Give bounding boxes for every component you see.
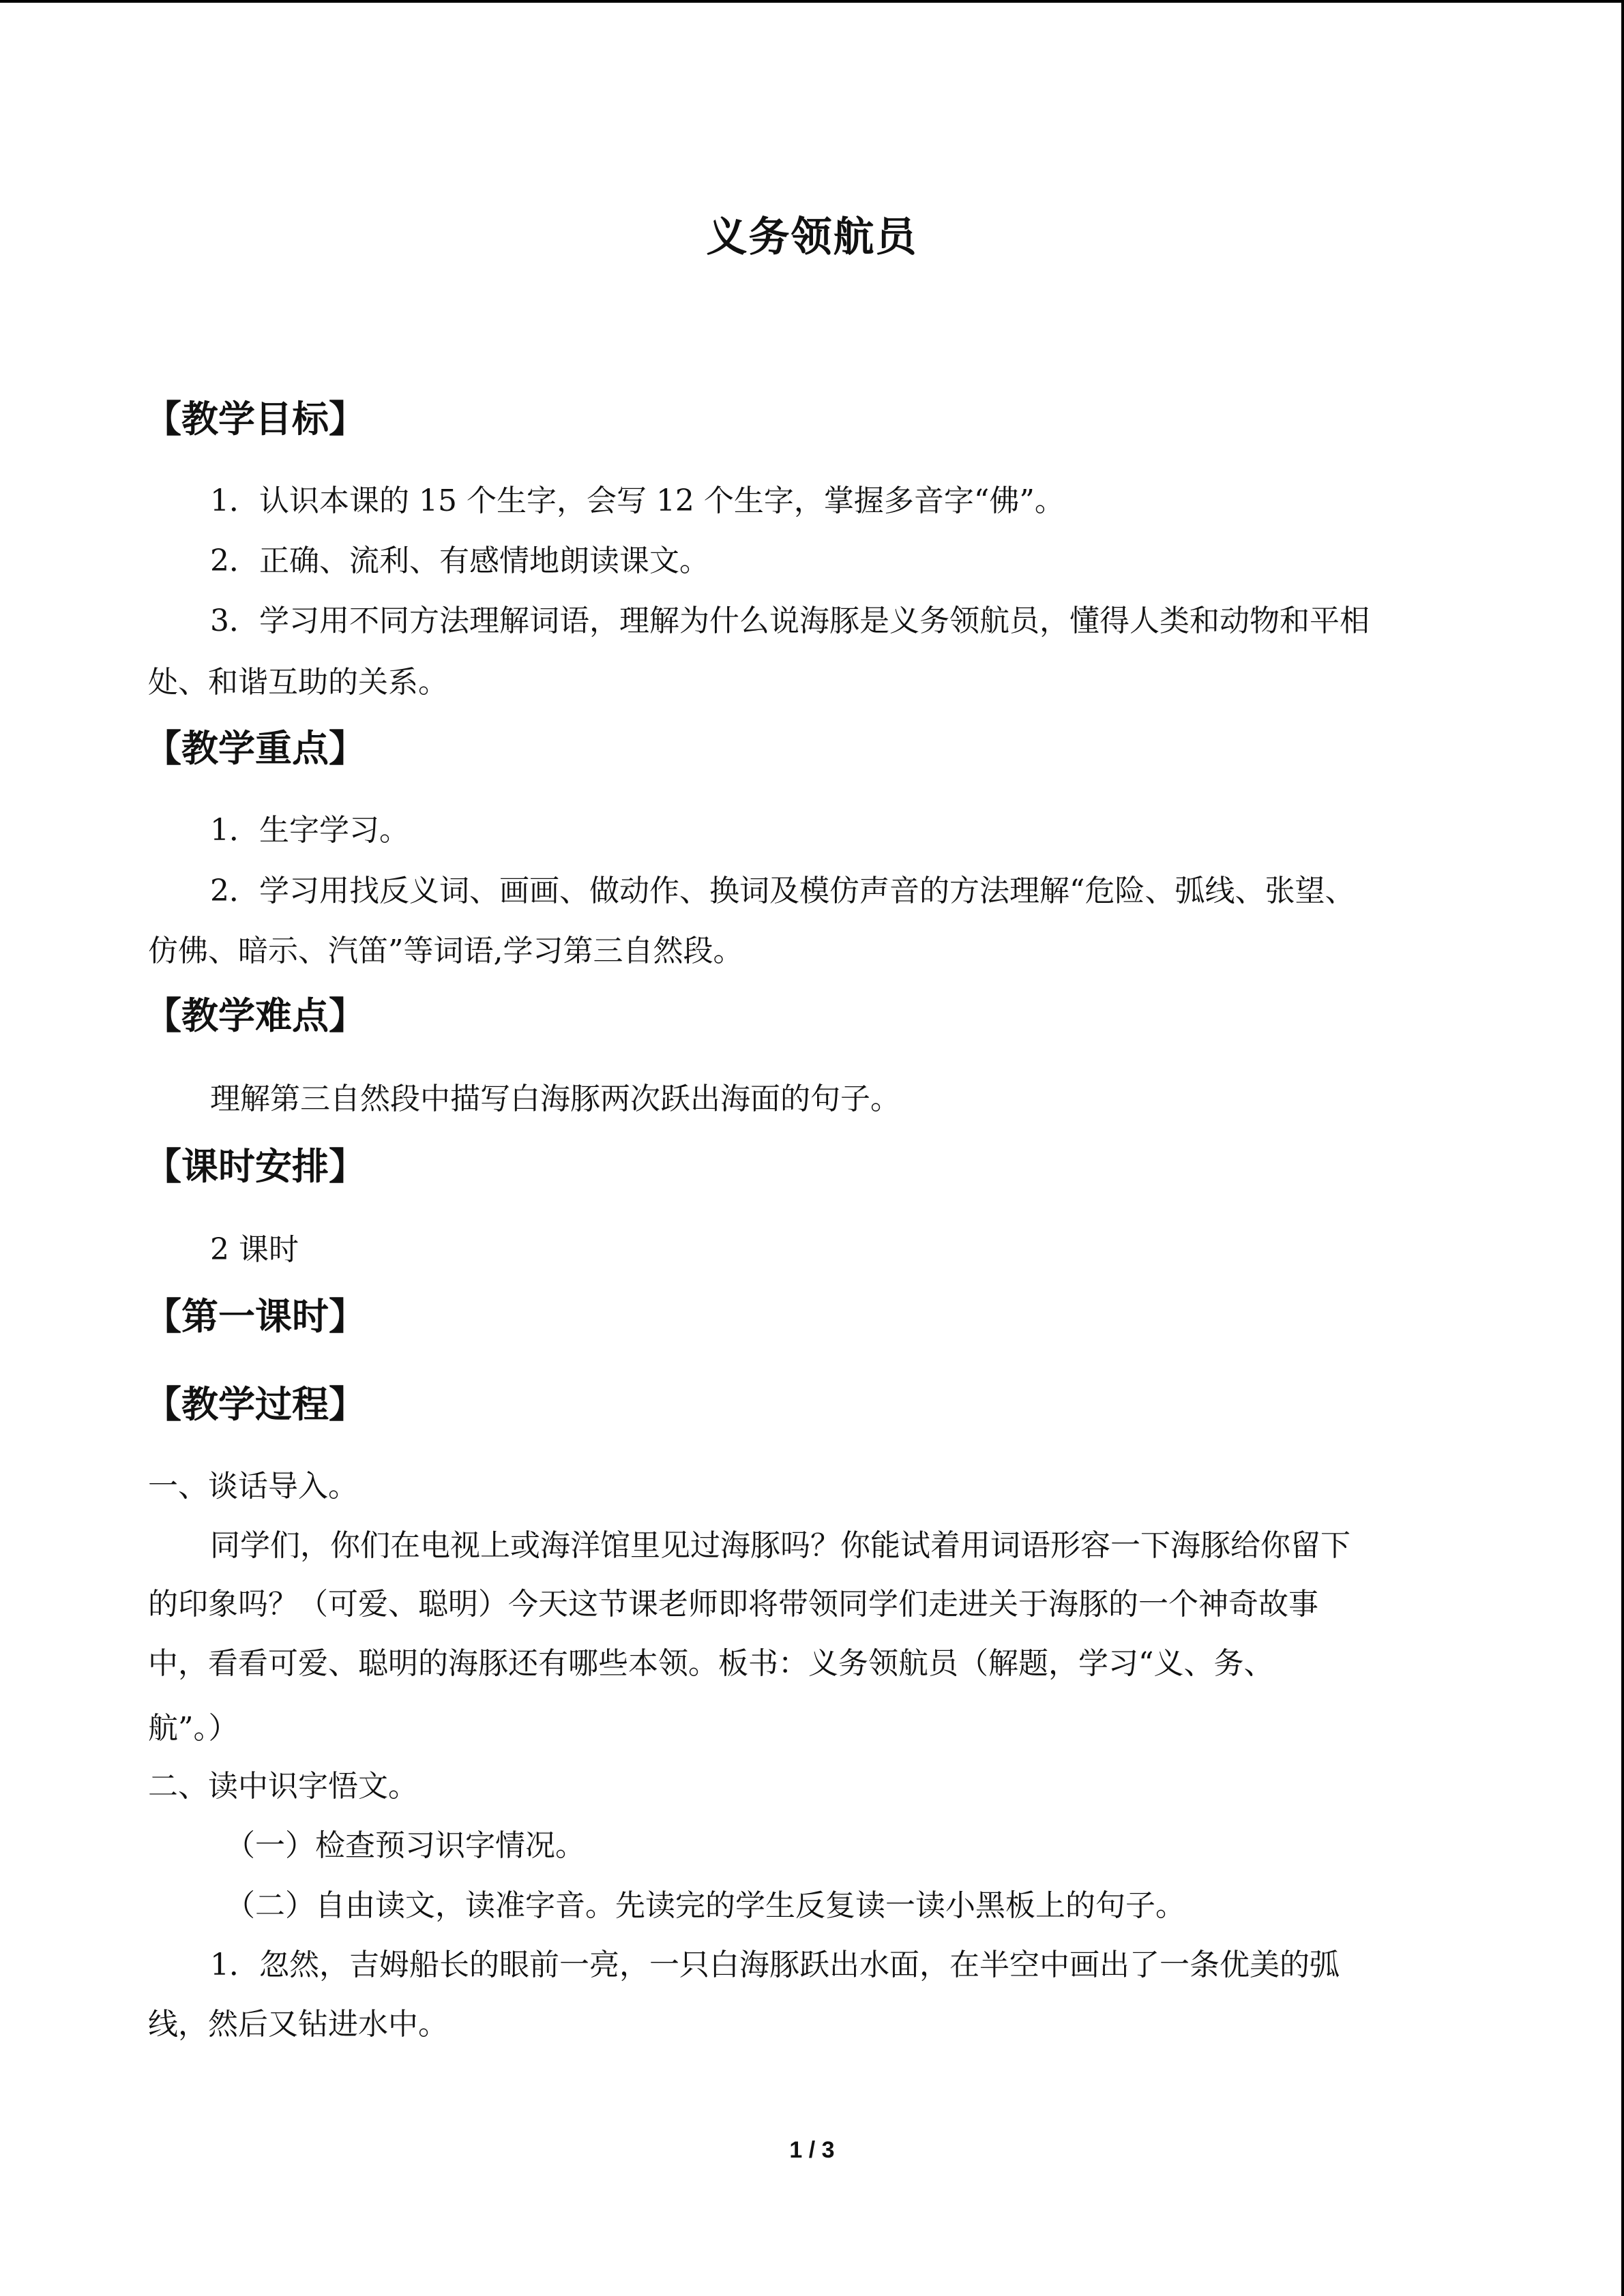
schedule-line-1: 2 课时 <box>210 1232 299 1267</box>
heading-difficulties: 【教学难点】 <box>145 994 366 1037</box>
process-line-10: 线，然后又钻进水中。 <box>148 2007 448 2042</box>
process-line-1: 一、谈话导入。 <box>148 1469 358 1504</box>
heading-key-points: 【教学重点】 <box>145 727 366 770</box>
process-line-5: 航”。） <box>148 1711 239 1746</box>
process-line-9: 1．忽然，吉姆船长的眼前一亮，一只白海豚跃出水面，在半空中画出了一条优美的弧 <box>210 1948 1340 1982</box>
goal-line-3-cont: 处、和谐互助的关系。 <box>148 665 448 700</box>
heading-teaching-goals: 【教学目标】 <box>145 398 366 441</box>
heading-schedule: 【课时安排】 <box>145 1145 366 1188</box>
key-point-line-2: 2．学习用找反义词、画画、做动作、换词及模仿声音的方法理解“危险、弧线、张望、 <box>210 874 1355 908</box>
heading-lesson-one: 【第一课时】 <box>145 1295 366 1338</box>
process-line-4: 中，看看可爱、聪明的海豚还有哪些本领。板书：义务领航员（解题，学习“义、务、 <box>148 1646 1274 1681</box>
goal-line-1: 1．认识本课的 15 个生字，会写 12 个生字，掌握多音字“佛”。 <box>210 483 1065 518</box>
goal-line-2: 2．正确、流利、有感情地朗读课文。 <box>210 543 709 578</box>
heading-teaching-process: 【教学过程】 <box>145 1383 366 1426</box>
page-number: 1 / 3 <box>789 2137 835 2163</box>
page-border-top <box>0 0 1624 3</box>
process-line-6: 二、读中识字悟文。 <box>148 1769 418 1804</box>
process-line-8: （二）自由读文，读准字音。先读完的学生反复读一读小黑板上的句子。 <box>225 1888 1185 1923</box>
process-line-2: 同学们，你们在电视上或海洋馆里见过海豚吗？你能试着用词语形容一下海豚给你留下 <box>210 1528 1350 1563</box>
process-line-3: 的印象吗？（可爱、聪明）今天这节课老师即将带领同学们走进关于海豚的一个神奇故事 <box>148 1587 1318 1622</box>
process-line-7: （一）检查预习识字情况。 <box>225 1828 585 1863</box>
goal-line-3: 3．学习用不同方法理解词语，理解为什么说海豚是义务领航员，懂得人类和动物和平相 <box>210 603 1370 638</box>
key-point-line-2-cont: 仿佛、暗示、汽笛”等词语,学习第三自然段。 <box>148 934 743 968</box>
page-border-right <box>1621 0 1624 2296</box>
document-title: 义务领航员 <box>706 213 918 261</box>
key-point-line-1: 1．生字学习。 <box>210 813 409 848</box>
difficulty-line-1: 理解第三自然段中描写白海豚两次跃出海面的句子。 <box>210 1082 900 1116</box>
